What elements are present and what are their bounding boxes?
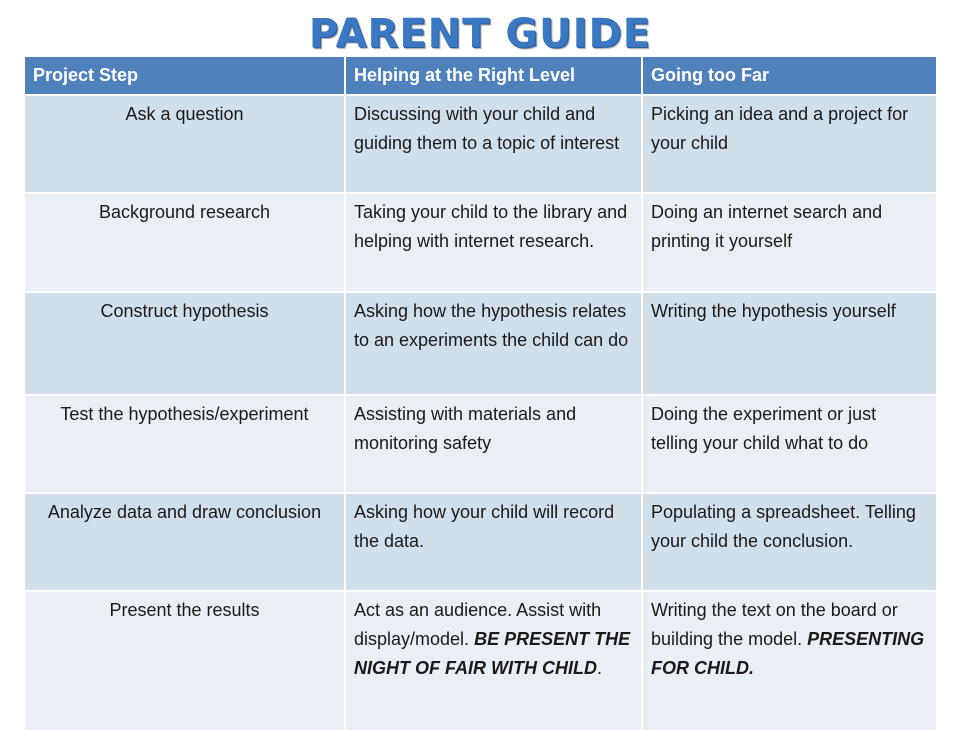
- helping-emphasis: BE PRESENT THE NIGHT OF FAIR WITH CHILD: [354, 629, 631, 678]
- helping-cell: Assisting with materials and monitoring safety: [345, 395, 642, 493]
- table-header-row: [25, 57, 936, 95]
- helping-text: Act as an audience. Assist with display/model.: [354, 600, 602, 649]
- too-far-text: Writing the text on the board or building the model.: [651, 600, 898, 649]
- too-far-cell: Picking an idea and a project for your child: [642, 95, 936, 193]
- table-row: [25, 292, 936, 395]
- parent-guide-table: [25, 57, 936, 730]
- column-header-project-step: Project Step: [25, 57, 345, 95]
- page-title: PARENT GUIDE: [308, 11, 652, 57]
- helping-cell: Asking how the hypothesis relates to an experiments the child can do: [345, 292, 642, 395]
- helping-cell: [345, 591, 642, 730]
- step-cell: Present the results: [25, 591, 345, 730]
- helping-cell: Asking how your child will record the data.: [345, 493, 642, 591]
- table-row: [25, 193, 936, 292]
- too-far-cell: Writing the hypothesis yourself: [642, 292, 936, 395]
- step-cell: Background research: [25, 193, 345, 292]
- step-cell: Construct hypothesis: [25, 292, 345, 395]
- too-far-cell: Populating a spreadsheet. Telling your child the conclusion.: [642, 493, 936, 591]
- too-far-cell: Doing an internet search and printing it yourself: [642, 193, 936, 292]
- step-cell: Test the hypothesis/experiment: [25, 395, 345, 493]
- table-row: [25, 493, 936, 591]
- column-header-helping: Helping at the Right Level: [345, 57, 642, 95]
- helping-cell: Taking your child to the library and helping with internet research.: [345, 193, 642, 292]
- table-row: [25, 591, 936, 730]
- helping-cell: Discussing with your child and guiding them to a topic of interest: [345, 95, 642, 193]
- too-far-emphasis: PRESENTING FOR CHILD.: [651, 629, 925, 678]
- table-row: [25, 395, 936, 493]
- helping-end: .: [596, 658, 602, 678]
- too-far-cell: Doing the experiment or just telling your child what to do: [642, 395, 936, 493]
- column-header-going-too-far: Going too Far: [642, 57, 936, 95]
- too-far-cell: [642, 591, 936, 730]
- step-cell: Ask a question: [25, 95, 345, 193]
- table-row: [25, 95, 936, 193]
- step-cell: Analyze data and draw conclusion: [25, 493, 345, 591]
